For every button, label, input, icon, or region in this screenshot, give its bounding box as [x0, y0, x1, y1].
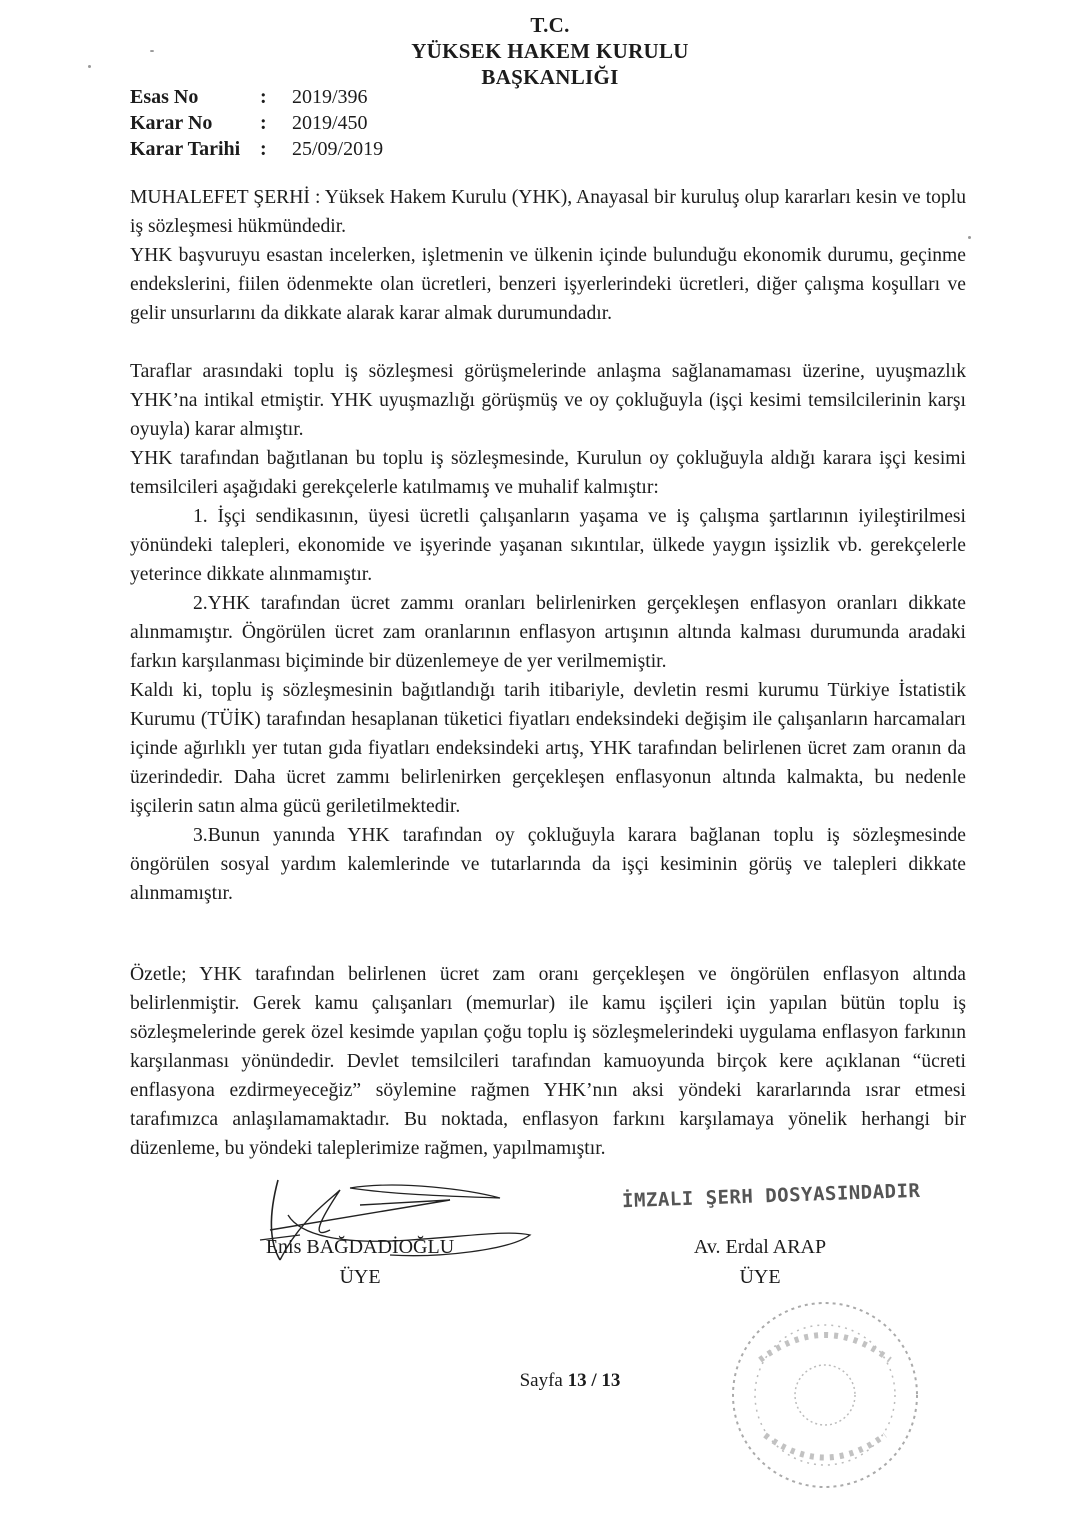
meta-row-tarih: [130, 136, 432, 162]
signature-block-right: [660, 1232, 860, 1292]
signature-block-left: [250, 1232, 470, 1292]
meta-value: 2019/396: [292, 86, 368, 108]
scan-speck-icon: [968, 236, 971, 239]
body-section-1: [130, 183, 966, 328]
official-seal-icon: [720, 1290, 930, 1500]
meta-label: Karar Tarihi: [130, 138, 241, 160]
paragraph-reason-3: 3.Bunun yanında YHK tarafından oy çokluğuyla karara bağlanan toplu iş sözleşmesinde öngörülen sosyal yardım kalemlerinde ve tutarlarında da işçi kesiminin görüş ve talepleri dikkate alınmamıştır.: [130, 825, 966, 904]
paragraph-reason-1: 1. İşçi sendikasının, üyesi ücretli çalışanların yaşama ve iş çalışma şartlarının iyileştirilmesi yönündeki talepleri, ekonomide ve işyerinde yaşanan sıkıntılar, ülkede yaygın işsizlik vb. gerekçelerle yeterince dikkate alınmamıştır.: [130, 506, 966, 585]
header-line-presidency: BAŞKANLIĞI: [481, 65, 619, 89]
meta-value: 2019/450: [292, 112, 368, 134]
paragraph-dissent-intro: MUHALEFET ŞERHİ : Yüksek Hakem Kurulu (YHK), Anayasal bir kuruluş olup kararları kesin ve toplu iş sözleşmesi hükmündedir.: [130, 187, 966, 237]
meta-separator: :: [260, 112, 267, 134]
page-label: Sayfa: [519, 1370, 568, 1391]
document-header: [300, 12, 800, 90]
meta-separator: :: [260, 138, 267, 160]
signatory-name: Av. Erdal ARAP: [693, 1236, 827, 1258]
signatory-title: ÜYE: [739, 1266, 781, 1288]
meta-row-karar: [130, 110, 432, 136]
paragraph-dissent-reasons: YHK tarafından bağıtlanan bu toplu iş sözleşmesinde, Kurulun oy çokluğuyla aldığı karara işçi kesimi temsilcileri aşağıdaki gerekçelerle katılmamış ve muhalif kalmıştır:: [130, 448, 966, 498]
meta-label: Karar No: [130, 112, 213, 134]
header-line-institution: YÜKSEK HAKEM KURULU: [411, 39, 689, 63]
signatory-name: Enis BAĞDADİOĞLU: [265, 1236, 455, 1258]
paragraph-reason-2: 2.YHK tarafından ücret zammı oranları belirlenirken gerçekleşen enflasyon oranları dikkate alınmamıştır. Öngörülen ücret zam oranlarının enflasyon artışının altında kalması durumunda aradaki farkın karşılanması biçiminde bir düzenlemeye de yer verilmemiştir.: [130, 593, 966, 672]
body-section-2: [130, 357, 966, 908]
body-section-3: [130, 960, 966, 1163]
scan-speck-icon: [150, 50, 154, 52]
paragraph-yhk-duty: YHK başvuruyu esastan incelerken, işletmenin ve ülkenin içinde bulunduğu ekonomik durumu, geçinme endekslerini, fiilen ödenmekte olan ücretleri, benzeri işyerlerindeki ücretleri, diğer çalışma koşulları ve gelir unsurlarını da dikkate alarak karar almak durumundadır.: [130, 245, 966, 324]
paragraph-inflation: Kaldı ki, toplu iş sözleşmesinin bağıtlandığı tarih itibariyle, devletin resmi kurumu Türkiye İstatistik Kurumu (TÜİK) tarafından hesaplanan tüketici fiyatları endeksindeki değişim ile çalışanların harcamaları içinde ağırlıklı yer tutan gıda fiyatları endeksindeki artış, YHK tarafından belirlenen ücret zam oranın da üzerindedir. Daha ücret zammı belirlenirken gerçekleşen enflasyonun altında kalmakta, bu nedenle işçilerin satın alma gücü geriletilmektedir.: [130, 680, 966, 817]
page-footer: [440, 1370, 700, 1392]
signatory-title: ÜYE: [339, 1266, 381, 1288]
header-line-tc: T.C.: [530, 13, 570, 37]
meta-value: 25/09/2019: [292, 138, 384, 160]
page-number: 13 / 13: [567, 1370, 621, 1391]
paragraph-dispute: Taraflar arasındaki toplu iş sözleşmesi görüşmelerinde anlaşma sağlanamaması üzerine, uyuşmazlık YHK’na intikal etmiştir. YHK uyuşmazlığı görüşmüş ve oy çokluğuyla (işçi kesimi temsilcilerinin karşı oyuyla) karar almıştır.: [130, 361, 966, 440]
meta-separator: :: [260, 86, 267, 108]
meta-label: Esas No: [130, 86, 199, 108]
case-metadata: [130, 84, 432, 162]
signed-dissent-stamp: İMZALI ŞERH DOSYASINDADIR: [621, 1179, 921, 1213]
scan-speck-icon: [88, 65, 91, 68]
meta-row-esas: [130, 84, 432, 110]
paragraph-summary: Özetle; YHK tarafından belirlenen ücret zam oranı gerçekleşen ve öngörülen enflasyon altında belirlenmiştir. Gerek kamu çalışanları (memurlar) ile kamu işçileri için yapılan bütün toplu iş sözleşmelerinde gerek özel kesimde yapılan çoğu toplu iş sözleşmelerindeki uygulama enflasyon farkının karşılanması yönündedir. Devlet temsilcileri tarafından kamuoyunda birçok kere açıklanan “ücreti enflasyona ezdirmeyeceğiz” söylemine rağmen YHK’nın aksi yöndeki kararlarında ısrar etmesi tarafımızca anlaşılamamaktadır. Bu noktada, enflasyon farkını karşılamaya yönelik herhangi bir düzenleme, bu yöndeki taleplerimize rağmen, yapılmamıştır.: [130, 964, 966, 1159]
